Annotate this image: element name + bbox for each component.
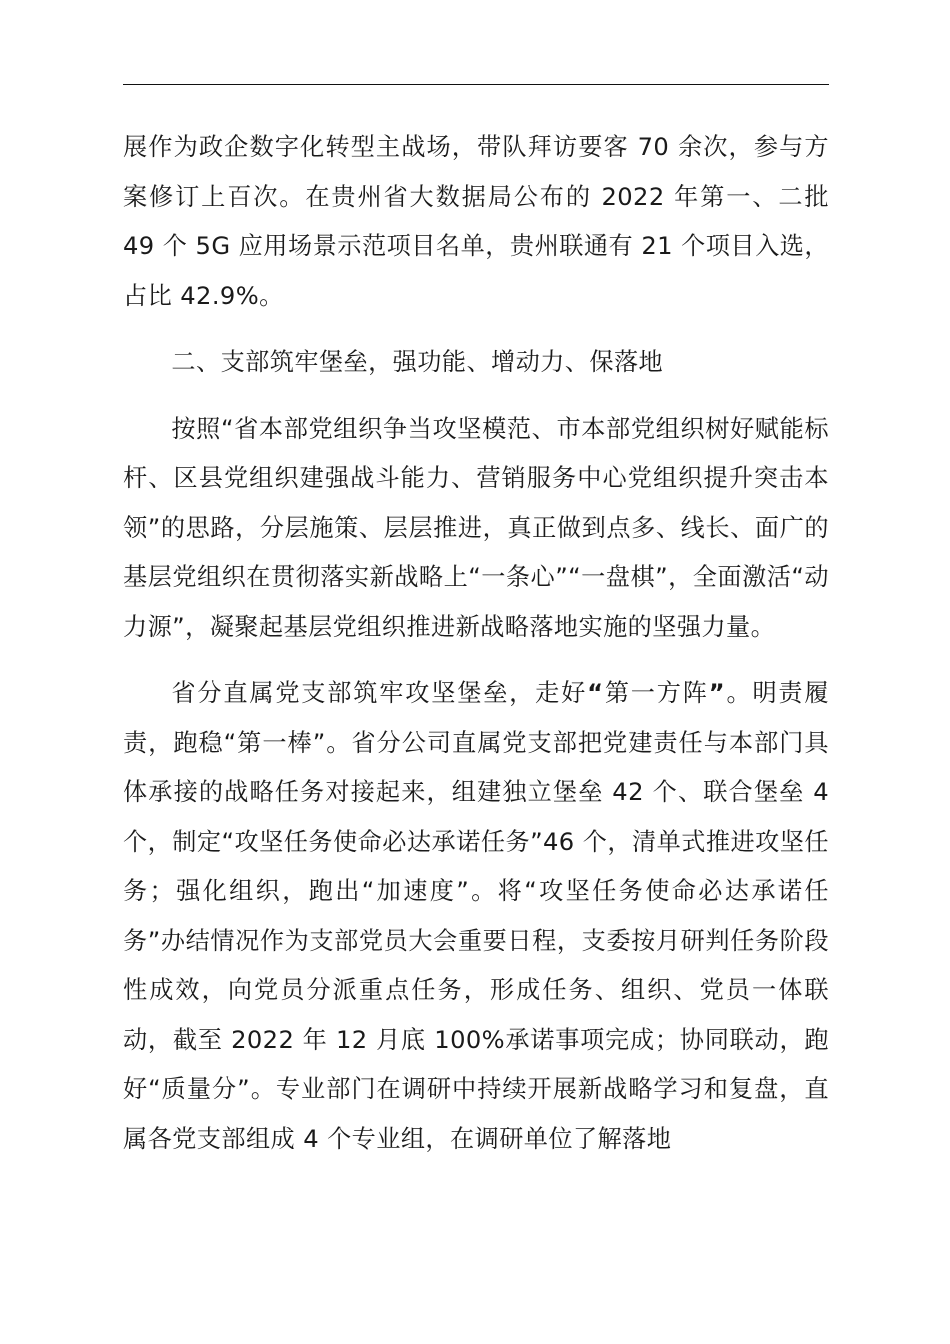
paragraph: [123, 669, 829, 1164]
close-quote-mark: ”: [708, 679, 726, 707]
paragraph-rest: 。明责履责，跑稳“第一棒”。省分公司直属党支部把党建责任与本部门具体承接的战略任务对接起来，组建独立堡垒 42 个、联合堡垒 4 个，制定“攻坚任务使命必达承诺任务”46 个，清单式推进攻坚任务；强化组织，跑出“加速度”。将“攻坚任务使命必达承诺任务”办结情况作为支部党员大会重要日程，支委按月研判任务阶段性成效，向党员分派重点任务，形成任务、组织、党员一体联动，截至 2022 年 12 月底 100%承诺事项完成；协同联动，跑好“质量分”。专业部门在调研中持续开展新战略学习和复盘，直属各党支部组成 4 个专业组，在调研单位了解落地: [123, 679, 829, 1153]
header-rule: [123, 84, 829, 85]
emphasis-phrase: 第一方阵: [603, 679, 709, 707]
paragraph: 按照“省本部党组织争当攻坚模范、市本部党组织树好赋能标杆、区县党组织建强战斗能力、营销服务中心党组织提升突击本领”的思路，分层施策、层层推进，真正做到点多、线长、面广的基层党组织在贯彻落实新战略上“一条心”“一盘棋”，全面激活“动力源”，凝聚起基层党组织推进新战略落地实施的坚强力量。: [123, 414, 829, 641]
paragraph-continuation: 展作为政企数字化转型主战场，带队拜访要客 70 余次，参与方案修订上百次。在贵州省大数据局公布的 2022 年第一、二批 49 个 5G 应用场景示范项目名单，贵州联通有 21 个项目入选，占比 42.9%。: [123, 133, 829, 310]
section-heading: 二、支部筑牢堡垒，强功能、增动力、保落地: [171, 348, 664, 376]
document-body: [123, 123, 829, 1164]
open-quote-mark: “: [587, 679, 604, 707]
paragraph-lead: 省分直属党支部筑牢攻坚堡垒，走好: [171, 679, 588, 707]
